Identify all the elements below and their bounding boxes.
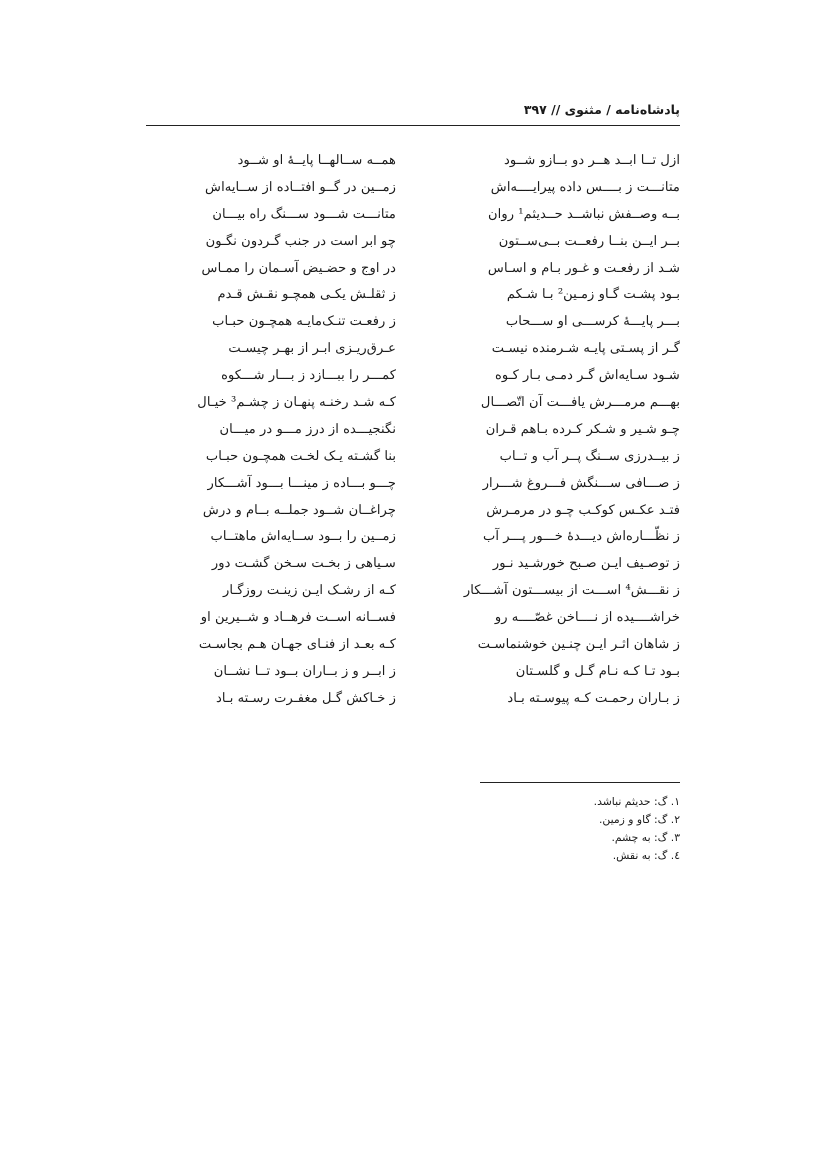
footnote: ۱. گ: حدیثم نباشد. [593,795,680,808]
footnotes [380,793,680,865]
hemistich: کـه از رشـک ایـن زینـت روزگـار [223,583,396,599]
running-head: پادشاه‌نامه / مثنوی // ۳۹۷ [523,102,680,117]
hemistich: ز ابــر و ز بــاران بــود تــا نشــان [213,663,396,679]
hemistich: ز توصـیف ایـن صـبح خورشـید نـور [492,556,680,572]
page-header [146,102,680,124]
hemistich: بــر ایــن بنــا رفعــت بــی‌ســتون [498,233,680,249]
hemistich: متانـــت ز بــــس داده پیرایــــه‌اش [490,179,680,195]
hemistich: ز نظّـــاره‌اش دیـــدهٔ خـــور پـــر آب [483,529,680,545]
hemistich: همــه ســالهــا پایــهٔ او شــود [237,153,396,168]
hemistich: ز صـــافی ســـنگش فـــروغ شـــرار [482,475,680,491]
hemistich: کمـــر را ببـــازد ز بـــار شـــکوه [221,368,396,384]
hemistich: ز بیــدرزی ســنگ پــر آب و تــاب [499,448,680,464]
hemistich: کـه شـد رخنـه پنهـان ز چشـم³ خیـال [197,395,396,411]
hemistich: متانـــت شـــود ســـنگ راه بیـــان [212,206,396,222]
footnote-rule [480,782,680,783]
hemistich: ز رفعـت تنـک‌مایـه همچـون حبـاب [212,314,396,330]
hemistich: فتـد عکـس کوکـب چـو در مرمـرش [486,502,680,518]
hemistich: بـود تـا کـه نـام گـل و گلسـتان [515,663,680,679]
hemistich: در اوج و حضـیض آسـمان را ممـاس [201,260,396,276]
hemistich: گـر از پسـتی پایـه شـرمنده نیسـت [491,341,680,357]
hemistich: بـود پشـت گـاو زمـین² بـا شـکم [506,287,680,303]
hemistich: ز نقـــش⁴ اســـت از بیســـتون آشـــکار [463,583,680,599]
hemistich: چـو شـیر و شـکر کـرده بـاهم قـران [485,421,680,437]
hemistich: چراغــان شــود جملــه بــام و درش [202,502,396,518]
poem-right-column [430,148,680,713]
hemistich: فســانه اســت فرهــاد و شــیرین او [200,610,396,626]
poem-left-column [146,148,396,713]
hemistich: بنا گشـته یـک لخـت همچـون حبـاب [205,448,396,464]
hemistich: ز شاهان اثـر ایـن چنـین خوشنماسـت [477,637,680,653]
hemistich: خراشــــیده از نــــاخن غصّــــه رو [494,610,680,626]
hemistich: شـد از رفعـت و غـور بـام و اسـاس [487,260,680,276]
hemistich: ازل تــا ابــد هــر دو بــازو شــود [504,153,680,168]
hemistich: سـیاهی ز بخـت سـخن گشـت دور [211,556,396,572]
hemistich: زمــین را بــود ســایه‌اش ماهتــاب [210,529,396,545]
hemistich: بهـــم مرمـــرش یافـــت آن اتّصـــال [480,395,680,411]
hemistich: چو ابر است در جنب گـردون نگـون [205,233,396,249]
header-rule [146,125,680,126]
hemistich: کـه بعـد از فنـای جهـان هـم بجاسـت [198,637,396,653]
hemistich: عـرق‌ریـزی ابـر از بهـر چیسـت [228,341,396,357]
hemistich: بــه وصــفش نباشــد حــدیثم¹ روان [488,206,680,222]
footnote: ٤. گ: به نقش. [612,849,680,862]
poem [146,148,680,744]
hemistich: ز ثقلـش یکـی همچـو نقـش قـدم [217,287,396,303]
hemistich: چـــو بـــاده ز مینـــا بـــود آشـــکار [207,475,396,491]
hemistich: نگنجیـــده از درز مـــو در میـــان [219,421,396,437]
hemistich: زمــین در گــو افتــاده از ســایه‌اش [205,179,396,195]
hemistich: شـود سـایه‌اش گـر دمـی بـار کـوه [495,368,680,384]
hemistich: بـــر پایـــهٔ کرســـی او ســـحاب [505,314,680,330]
footnote: ۳. گ: به چشم. [611,831,680,844]
hemistich: ز بـاران رحمـت کـه پیوسـته بـاد [507,690,680,706]
footnote: ۲. گ: گاو و زمین. [598,813,680,826]
hemistich: ز خـاکش گـل مغفـرت رسـته بـاد [216,690,396,706]
